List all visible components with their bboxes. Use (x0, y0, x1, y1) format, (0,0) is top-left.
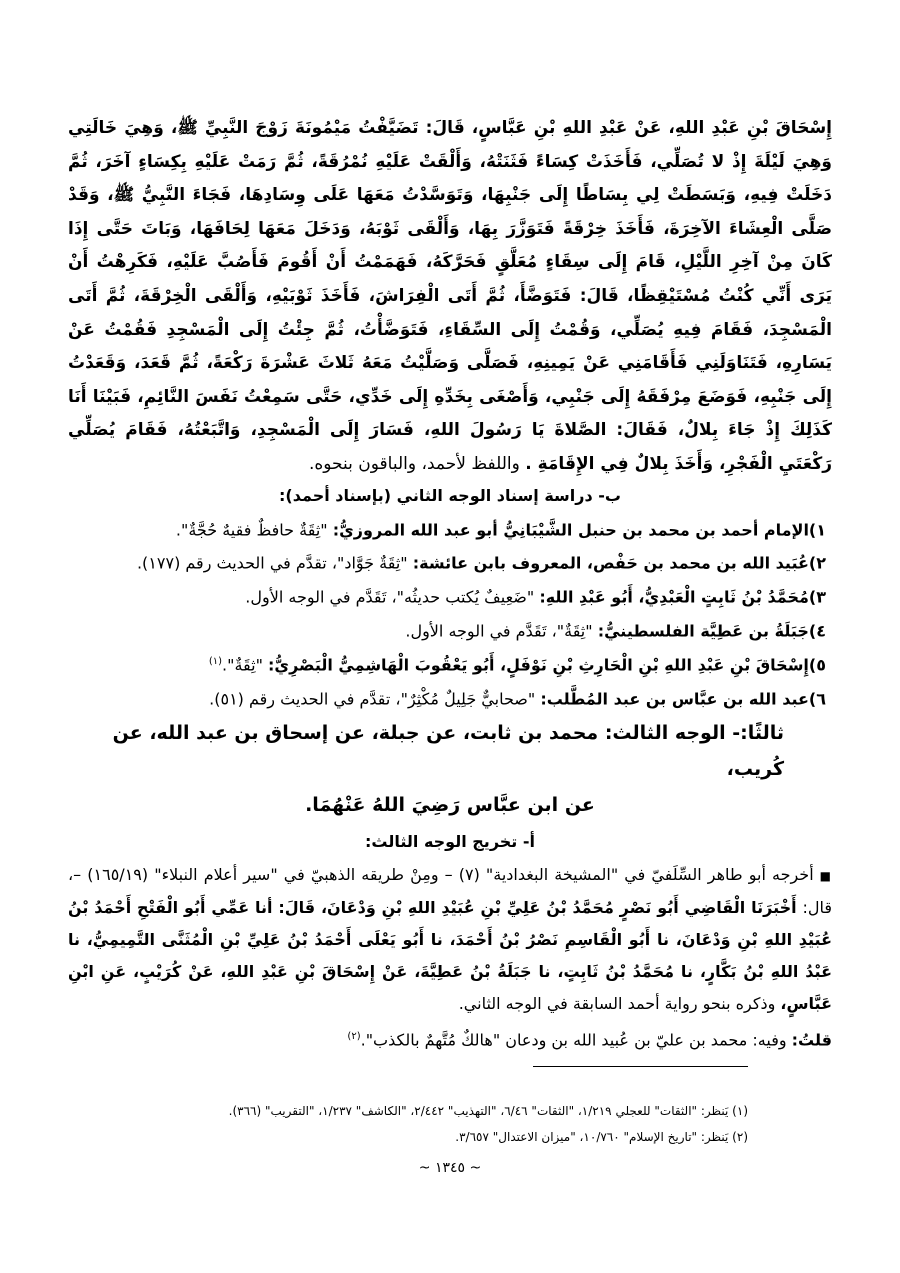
hadith-text (68, 112, 832, 482)
takhrij-intro: أخرجه أبو طاهر السِّلَفيّ في "المشيخة البغدادية" (٧) – ومِنْ طريقه الذهبيّ في "سير أعلام النبلاء" (١٦٥/١٩) –، قال: (68, 865, 832, 918)
footnote-divider (533, 1066, 748, 1067)
hadith-tail: واللفظ لأحمد، والباقون بنحوه. (308, 453, 526, 474)
section-three-label: ثالثًا:- الوجه الثالث: (604, 722, 784, 745)
page-content (68, 112, 832, 1055)
narrator-number: ٤) (808, 621, 826, 641)
narrator-item (68, 545, 832, 579)
section-three-chain: محمد بن ثابت، عن جبلة، عن إسحاق بن عبد الله، عن كُريب، (112, 722, 784, 781)
hadith-body: إِسْحَاقَ بْنِ عَبْدِ اللهِ، عَنْ عَبْدِ اللهِ بْنِ عَبَّاسٍ، قَالَ: تَضَيَّفْتُ مَيْمُونَةَ زَوْجَ النَّبِيِّ ﷺ، وَهِيَ خَالَتِي وَهِيَ لَيْلَةَ إِذْ لا تُصَلِّي، فَأَخَذَتْ كِسَاءً فَثَنَتْهُ، وَأَلْقَتْ عَلَيْهِ نُمْرُقَةً، ثُمَّ رَمَتْ عَلَيْهِ بِكِسَاءٍ آخَرَ، ثُمَّ دَخَلَتْ فِيهِ، وَبَسَطَتْ لِي بِسَاطًا إِلَى جَنْبِهَا، وَتَوَسَّدْتُ مَعَهَا عَلَى وِسَادِهَا، فَجَاءَ النَّبِيُّ ﷺ، وَقَدْ صَلَّى الْعِشَاءَ الآخِرَةَ، فَأَخَذَ خِرْقَةً فَتَوَزَّرَ بِهَا، وَأَلْقَى ثَوْبَهُ، وَدَخَلَ مَعَهَا لِحَافَهَا، وَبَاتَ حَتَّى إِذَا كَانَ مِنْ آخِرِ اللَّيْلِ، قَامَ إِلَى سِقَاءٍ مُعَلَّقٍ فَحَرَّكَهُ، فَهَمَمْتُ أَنْ أَقُومَ فَأَصُبَّ عَلَيْهِ، فَكَرِهْتُ أَنْ يَرَى أَنِّي كُنْتُ مُسْتَيْقِظًا، قَالَ: فَتَوَضَّأَ، ثُمَّ أَتَى الْفِرَاشَ، فَأَخَذَ ثَوْبَيْهِ، وَأَلْقَى الْخِرْقَةَ، ثُمَّ أَتَى الْمَسْجِدَ، فَقَامَ فِيهِ يُصَلِّي، وَقُمْتُ إِلَى السِّقَاءِ، فَتَوَضَّأْتُ، ثُمَّ جِئْتُ إِلَى الْمَسْجِدِ فَقُمْتُ عَنْ يَسَارِهِ، فَتَنَاوَلَنِي فَأَقَامَنِي عَنْ يَمِينِهِ، فَصَلَّى وَصَلَّيْتُ مَعَهُ ثَلاثَ عَشْرَةَ رَكْعَةً، ثُمَّ قَعَدَ، وَقَعَدْتُ إِلَى جَنْبِهِ، فَوَضَعَ مِرْفَقَهُ إِلَى جَنْبِي، وَأَصْغَى بِخَدِّهِ إِلَى خَدِّي، حَتَّى سَمِعْتُ نَفَسَ النَّائِمِ، فَبَيْنَا أَنَا كَذَلِكَ إِذْ جَاءَ بِلالٌ، فَقَالَ: الصَّلاةَ يَا رَسُولَ اللهِ، فَسَارَ إِلَى الْمَسْجِدِ، وَاتَّبَعْتُهُ، فَقَامَ يُصَلِّي رَكْعَتَيِ الْفَجْرِ، وَأَخَذَ بِلالٌ فِي الإِقَامَةِ . (68, 118, 832, 474)
narrator-grade: "ضَعِيفٌ يُكتب حديثُه"، تَقَدَّم في الوجه الأول. (245, 587, 540, 607)
narrator-number: ٦) (808, 689, 826, 709)
footnote-2: (٢) يَنظر: "تاريخ الإسلام" ١٠/٧٦٠، "ميزان الاعتدال" ٣/٦٥٧. (455, 1130, 748, 1144)
narrator-grade: "ثِقَةٌ جَوَّاد"، تقدَّم في الحديث رقم (١٧٧). (136, 553, 413, 573)
footnotes (100, 1098, 748, 1150)
narrator-name: إِسْحَاقَ بْنِ عَبْدِ اللهِ بْنِ الْحَارِثِ بْنِ نَوْفَلٍ، أَبُو يَعْقُوبَ الْهَاشِمِيُّ الْبَصْرِيُّ: (268, 655, 809, 675)
narrator-grade: "ثِقَةٌ"، تَقَدَّم في الوجه الأول. (405, 621, 598, 641)
narrator-name: عبد الله بن عبَّاس بن عبد المُطَّلب: (540, 689, 809, 709)
narrator-item (68, 647, 832, 681)
narrator-number: ٢) (808, 553, 826, 573)
narrator-number: ٥) (808, 655, 826, 675)
narrator-name: جَبَلَةُ بن عَطِيَّة الفلسطينيُّ: (597, 621, 809, 641)
narrator-number: ١) (808, 519, 826, 539)
takhrij-paragraph (68, 859, 832, 1020)
footnote-ref: (١) (208, 656, 223, 668)
footnote-1: (١) يَنظر: "الثقات" للعجلي ١/٢١٩، "الثقات" ٦/٤٦، "التهذيب" ٢/٤٤٢، "الكاشف" ١/٢٣٧، "التقريب" (٣٦٦). (228, 1104, 748, 1118)
narrator-item (68, 579, 832, 613)
takhrij-outro: وذكره بنحو رواية أحمد السابقة في الوجه الثاني. (458, 994, 781, 1014)
narrator-name: الإمام أحمد بن محمد بن حنبل الشَّيْبَانِيُّ أبو عبد الله المروزيُّ: (332, 519, 809, 539)
narrator-grade: "ثِقَةٌ حافظٌ فقيهٌ حُجَّةٌ". (175, 519, 333, 539)
narrator-item (68, 681, 832, 715)
narrator-item (68, 613, 832, 647)
narrator-item (68, 512, 832, 546)
narrator-name: عُبَيد الله بن محمد بن حَفْص، المعروف بابن عائشة: (412, 553, 809, 573)
section-b-heading: ب- دراسة إسناد الوجه الثاني (بإسناد أحمد): (279, 485, 621, 505)
narrator-list (68, 512, 832, 716)
narrator-grade: "ثِقَةٌ". (222, 655, 269, 675)
page-number: ~ ١٣٤٥ ~ (418, 1160, 482, 1176)
narrator-number: ٣) (808, 587, 826, 607)
bullet-icon: ■ (819, 869, 833, 884)
section-three-heading (68, 715, 832, 787)
note-paragraph (68, 1022, 832, 1055)
takhrij-isnad: أَخْبَرَنَا الْقَاضِي أَبُو نَصْرٍ مُحَمَّدُ بْنُ عَلِيِّ بْنِ عُبَيْدِ اللهِ بْنِ وَدْعَانَ، قَالَ: أنا عَمِّي أَبُو الْفَتْحِ أَحْمَدُ بْنُ عُبَيْدِ اللهِ بْنِ وَدْعَانَ، نا أَبُو الْقَاسِمِ نَصْرُ بْنُ أَحْمَدَ، نا أَبُو يَعْلَى أَحْمَدُ بْنُ عَلِيِّ بْنِ الْمُثَنَّى التَّمِيمِيُّ، نا عَبْدُ اللهِ بْنُ بَكَّارٍ، نا مُحَمَّدُ بْنُ ثَابِتٍ، نا جَبَلَةُ بْنُ عَطِيَّةَ، عَنْ إِسْحَاقَ بْنِ عَبْدِ اللهِ، عَنْ كُرَيْبٍ، عَنِ ابْنِ عَبَّاسٍ، (68, 898, 832, 1014)
note-label: قلتُ: (791, 1030, 832, 1050)
footnote-ref: (٢) (347, 1031, 361, 1043)
note-text: وفيه: محمد بن عليّ بن عُبيد الله بن ودعان "هالكٌ مُتَّهمٌ بالكذب". (360, 1030, 792, 1050)
section-three-chain-end: عن ابن عبَّاس رَضِيَ اللهُ عَنْهُمَا. (305, 794, 595, 817)
narrator-grade: "صحابيٌّ جَلِيلٌ مُكْثِرٌ"، تقدَّم في الحديث رقم (٥١). (209, 689, 541, 709)
section-a-heading: أ- تخريج الوجه الثالث: (365, 832, 535, 852)
narrator-name: مُحَمَّدُ بْنُ ثَابِتٍ الْعَبْدِيُّ، أَبُو عَبْدِ اللهِ: (539, 587, 809, 607)
